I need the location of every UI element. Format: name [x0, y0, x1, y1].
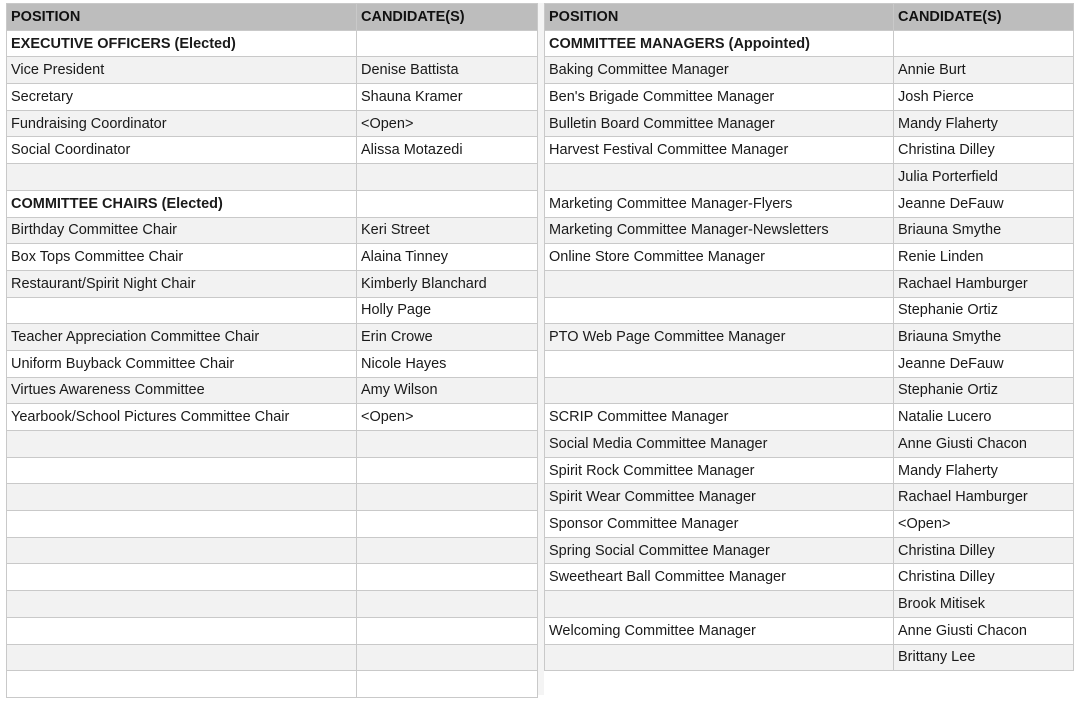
table-row — [7, 431, 538, 458]
position-cell: Marketing Committee Manager-Newsletters — [545, 217, 894, 244]
table-row — [545, 457, 1074, 484]
table-row — [545, 137, 1074, 164]
position-cell: COMMITTEE CHAIRS (Elected) — [7, 190, 357, 217]
position-cell: Marketing Committee Manager-Flyers — [545, 190, 894, 217]
candidate-cell — [357, 644, 538, 671]
candidate-cell: <Open> — [357, 404, 538, 431]
table-row — [7, 671, 538, 698]
candidate-cell: Briauna Smythe — [894, 324, 1074, 351]
position-cell: Harvest Festival Committee Manager — [545, 137, 894, 164]
position-cell — [545, 350, 894, 377]
table-row — [7, 644, 538, 671]
candidate-cell: Alaina Tinney — [357, 244, 538, 271]
right-table — [544, 3, 1074, 671]
position-cell: Vice President — [7, 57, 357, 84]
table-row — [7, 30, 538, 57]
table-row — [545, 484, 1074, 511]
position-cell: Online Store Committee Manager — [545, 244, 894, 271]
candidate-cell — [357, 484, 538, 511]
position-cell — [7, 297, 357, 324]
candidate-cell: Erin Crowe — [357, 324, 538, 351]
candidate-cell: Christina Dilley — [894, 537, 1074, 564]
table-row — [545, 270, 1074, 297]
table-row — [7, 84, 538, 111]
table-row — [545, 617, 1074, 644]
position-header: POSITION — [545, 4, 894, 31]
table-row — [7, 511, 538, 538]
table-row — [545, 110, 1074, 137]
position-cell — [545, 377, 894, 404]
table-row — [545, 57, 1074, 84]
position-cell: Fundraising Coordinator — [7, 110, 357, 137]
position-cell: COMMITTEE MANAGERS (Appointed) — [545, 30, 894, 57]
position-cell — [545, 644, 894, 671]
candidate-cell: <Open> — [357, 110, 538, 137]
candidate-cell: Holly Page — [357, 297, 538, 324]
table-row — [7, 217, 538, 244]
table-row — [7, 57, 538, 84]
position-cell: Sweetheart Ball Committee Manager — [545, 564, 894, 591]
candidate-cell: <Open> — [894, 511, 1074, 538]
position-cell: PTO Web Page Committee Manager — [545, 324, 894, 351]
position-cell: Spirit Rock Committee Manager — [545, 457, 894, 484]
candidate-cell: Julia Porterfield — [894, 164, 1074, 191]
candidate-cell: Annie Burt — [894, 57, 1074, 84]
header-row — [7, 4, 538, 31]
column-gap — [537, 3, 544, 695]
position-cell: Secretary — [7, 84, 357, 111]
candidate-cell — [357, 617, 538, 644]
table-row — [7, 377, 538, 404]
position-cell — [7, 457, 357, 484]
table-row — [7, 297, 538, 324]
candidate-cell: Keri Street — [357, 217, 538, 244]
position-cell — [7, 591, 357, 618]
position-cell — [7, 431, 357, 458]
candidate-cell: Brittany Lee — [894, 644, 1074, 671]
position-cell: Social Media Committee Manager — [545, 431, 894, 458]
candidate-cell: Natalie Lucero — [894, 404, 1074, 431]
candidate-cell: Renie Linden — [894, 244, 1074, 271]
candidate-cell: Christina Dilley — [894, 137, 1074, 164]
candidate-cell — [357, 591, 538, 618]
table-row — [545, 217, 1074, 244]
position-cell — [7, 484, 357, 511]
left-table-body — [7, 30, 538, 697]
position-cell: Spirit Wear Committee Manager — [545, 484, 894, 511]
position-cell: Bulletin Board Committee Manager — [545, 110, 894, 137]
table-row — [545, 404, 1074, 431]
position-header: POSITION — [7, 4, 357, 31]
candidate-cell: Jeanne DeFauw — [894, 350, 1074, 377]
position-cell: Restaurant/Spirit Night Chair — [7, 270, 357, 297]
candidate-cell: Alissa Motazedi — [357, 137, 538, 164]
table-row — [545, 30, 1074, 57]
table-row — [545, 297, 1074, 324]
table-row — [545, 164, 1074, 191]
table-row — [7, 617, 538, 644]
table-row — [7, 457, 538, 484]
candidate-cell — [357, 30, 538, 57]
table-row — [7, 110, 538, 137]
candidate-cell — [357, 431, 538, 458]
position-cell: Spring Social Committee Manager — [545, 537, 894, 564]
position-cell: Sponsor Committee Manager — [545, 511, 894, 538]
candidate-cell: Stephanie Ortiz — [894, 377, 1074, 404]
position-cell — [545, 164, 894, 191]
table-row — [545, 350, 1074, 377]
candidate-cell — [357, 671, 538, 698]
position-cell — [7, 537, 357, 564]
candidate-cell: Amy Wilson — [357, 377, 538, 404]
candidate-cell — [357, 164, 538, 191]
candidate-cell — [357, 511, 538, 538]
candidate-cell — [894, 30, 1074, 57]
candidate-cell — [357, 457, 538, 484]
candidate-cell: Brook Mitisek — [894, 591, 1074, 618]
position-cell: Teacher Appreciation Committee Chair — [7, 324, 357, 351]
candidate-cell: Anne Giusti Chacon — [894, 617, 1074, 644]
candidate-cell: Christina Dilley — [894, 564, 1074, 591]
table-row — [545, 537, 1074, 564]
table-row — [7, 270, 538, 297]
table-row — [545, 564, 1074, 591]
position-cell: Baking Committee Manager — [545, 57, 894, 84]
table-row — [7, 350, 538, 377]
position-cell: Yearbook/School Pictures Committee Chair — [7, 404, 357, 431]
candidates-header: CANDIDATE(S) — [357, 4, 538, 31]
position-cell — [7, 671, 357, 698]
position-cell — [545, 270, 894, 297]
position-cell — [7, 617, 357, 644]
candidate-cell: Rachael Hamburger — [894, 484, 1074, 511]
candidate-cell: Rachael Hamburger — [894, 270, 1074, 297]
position-cell: Box Tops Committee Chair — [7, 244, 357, 271]
candidate-cell: Denise Battista — [357, 57, 538, 84]
table-row — [545, 377, 1074, 404]
table-row — [545, 84, 1074, 111]
candidate-cell — [357, 537, 538, 564]
candidate-cell: Mandy Flaherty — [894, 457, 1074, 484]
table-row — [545, 644, 1074, 671]
position-cell: Birthday Committee Chair — [7, 217, 357, 244]
table-row — [7, 164, 538, 191]
table-row — [545, 190, 1074, 217]
table-row — [7, 404, 538, 431]
candidate-cell: Kimberly Blanchard — [357, 270, 538, 297]
position-cell: Uniform Buyback Committee Chair — [7, 350, 357, 377]
table-row — [545, 511, 1074, 538]
candidate-cell: Stephanie Ortiz — [894, 297, 1074, 324]
table-row — [7, 591, 538, 618]
table-row — [7, 137, 538, 164]
table-row — [545, 324, 1074, 351]
candidate-cell: Briauna Smythe — [894, 217, 1074, 244]
candidate-cell: Mandy Flaherty — [894, 110, 1074, 137]
candidate-cell: Anne Giusti Chacon — [894, 431, 1074, 458]
candidate-cell — [357, 190, 538, 217]
table-row — [545, 431, 1074, 458]
candidate-cell: Shauna Kramer — [357, 84, 538, 111]
position-cell: EXECUTIVE OFFICERS (Elected) — [7, 30, 357, 57]
position-cell — [545, 297, 894, 324]
position-cell — [7, 644, 357, 671]
header-row — [545, 4, 1074, 31]
table-row — [7, 190, 538, 217]
candidate-cell — [357, 564, 538, 591]
table-row — [7, 537, 538, 564]
candidate-cell: Josh Pierce — [894, 84, 1074, 111]
candidate-cell: Jeanne DeFauw — [894, 190, 1074, 217]
position-cell — [7, 164, 357, 191]
position-cell: Welcoming Committee Manager — [545, 617, 894, 644]
position-cell — [545, 591, 894, 618]
candidate-cell: Nicole Hayes — [357, 350, 538, 377]
table-row — [545, 591, 1074, 618]
table-row — [7, 484, 538, 511]
table-row — [7, 244, 538, 271]
table-row — [7, 324, 538, 351]
position-cell: Virtues Awareness Committee — [7, 377, 357, 404]
table-row — [7, 564, 538, 591]
left-table — [6, 3, 538, 698]
position-cell: Social Coordinator — [7, 137, 357, 164]
position-cell: Ben's Brigade Committee Manager — [545, 84, 894, 111]
right-table-body — [545, 30, 1074, 671]
position-cell — [7, 564, 357, 591]
position-cell — [7, 511, 357, 538]
candidates-header: CANDIDATE(S) — [894, 4, 1074, 31]
table-row — [545, 244, 1074, 271]
position-cell: SCRIP Committee Manager — [545, 404, 894, 431]
